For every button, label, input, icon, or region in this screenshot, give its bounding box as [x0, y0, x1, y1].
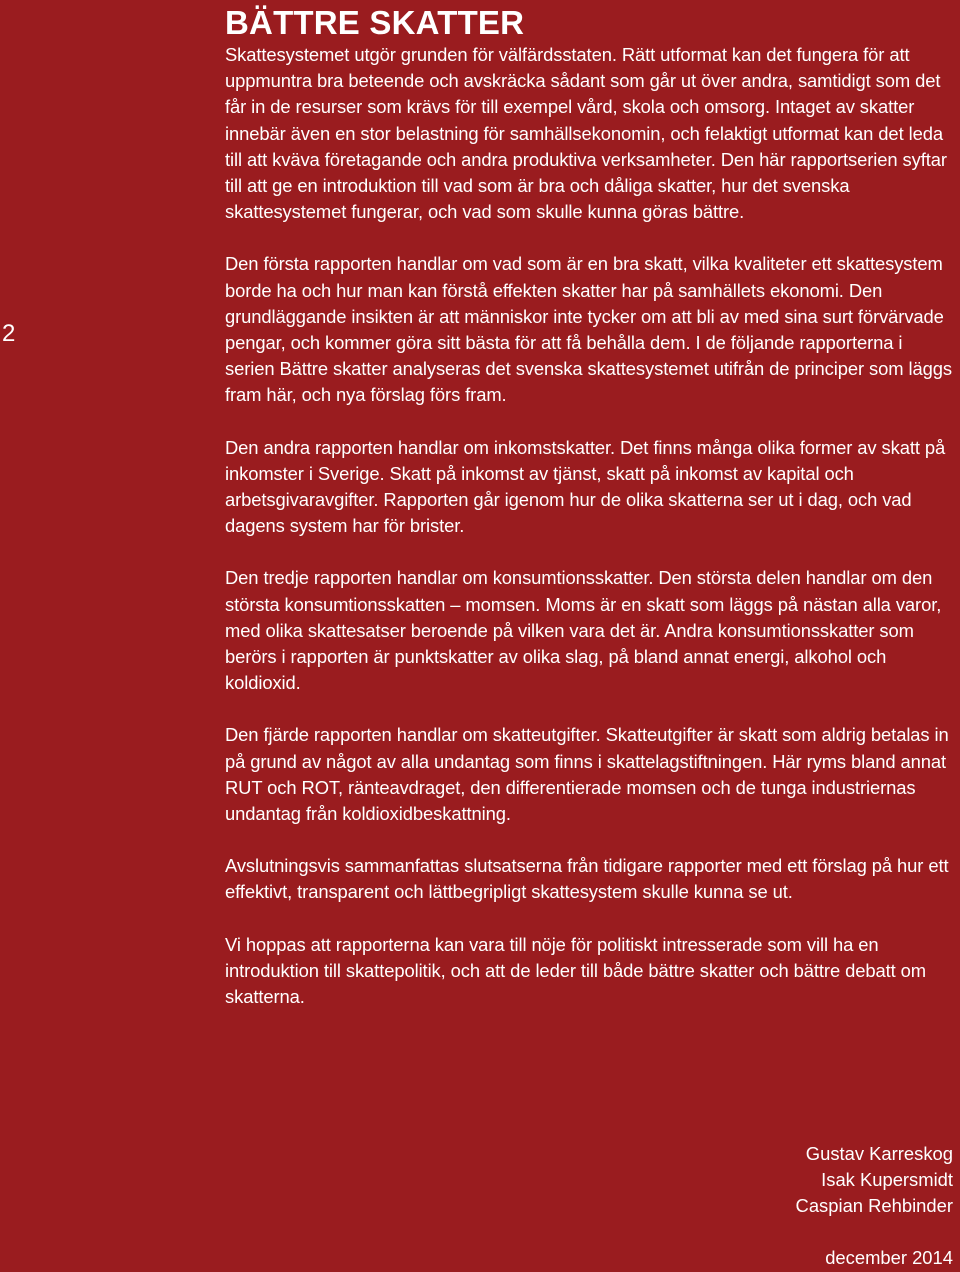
page-title: BÄTTRE SKATTER: [225, 4, 525, 41]
page-number: 2: [2, 320, 16, 347]
author-name: Caspian Rehbinder: [795, 1195, 953, 1217]
author-name: Gustav Karreskog: [805, 1143, 953, 1164]
author-name: Isak Kupersmidt: [821, 1169, 953, 1191]
paragraph-report-2: Den andra rapporten handlar om inkomstskatter. Det finns många olika former av skatt på inkomster i Sverige. Skatt på inkomst av tjänst, skatt på inkomst av kapital och arbetsgivaravgifter. Rapporten går igenom hur de olika skatterna ser ut i dag, och vad dagens system har för brister.: [225, 436, 946, 537]
paragraph-report-3: Den tredje rapporten handlar om konsumtionsskatter. Den största delen handlar om den största konsumtionsskatten – momsen. Moms är en skatt som läggs på nästan alla varor, med olika skattesatser beroende på vilken vara det är. Andra konsumtionsskatter som berörs i rapporten är punktskatter av olika slag, på bland annat energi, alkohol och koldioxid.: [225, 567, 942, 694]
paragraph-report-4: Den fjärde rapporten handlar om skatteutgifter. Skatteutgifter är skatt som aldrig betalas in på grund av något av alla undantag som finns i skattelagstiftningen. Här ryms bland annat RUT och ROT, ränteavdraget, den differentierade momsen och de tunga industriernas undantag från koldioxidbeskattning.: [225, 724, 949, 825]
paragraph-summary: Avslutningsvis sammanfattas slutsatserna från tidigare rapporter med ett förslag på hur ett effektivt, transparent och lättbegripligt skattesystem skulle kunna se ut.: [225, 855, 949, 903]
author-signature: [796, 1141, 953, 1220]
document-body: [225, 4, 955, 1036]
paragraph-intro: Skattesystemet utgör grunden för välfärdsstaten. Rätt utformat kan det fungera för att uppmuntra bra beteende och avskräcka sådant som går ut över andra, samtidigt som det får in de resurser som krävs för till exempel vård, skola och omsorg. Intaget av skatter innebär även en stor belastning för samhällsekonomin, och felaktigt utformat kan det leda till att kväva företagande och andra produktiva verksamheter. Den här rapportserien syftar till att ge en introduktion till vad som är bra och dåliga skatter, hur det svenska skattesystemet fungerar, och vad som skulle kunna göras bättre.: [225, 44, 947, 223]
paragraph-report-1: Den första rapporten handlar om vad som är en bra skatt, vilka kvaliteter ett skattesystem borde ha och hur man kan förstå effekten skatter har på samhällets ekonomi. Den grundläggande insikten är att människor inte tycker om att bli av med sina surt förvärvade pengar, och kommer göra sitt bästa för att få behålla dem. I de följande rapporterna i serien Bättre skatter analyseras det svenska skattesystemet utifrån de principer som läggs fram här, och nya förslag förs fram.: [225, 253, 952, 406]
paragraph-closing: Vi hoppas att rapporterna kan vara till nöje för politiskt intresserade som vill ha en introduktion till skattepolitik, och att de leder till både bättre skatter och bättre debatt om skatterna.: [225, 933, 926, 1008]
document-date: december 2014: [825, 1247, 953, 1268]
